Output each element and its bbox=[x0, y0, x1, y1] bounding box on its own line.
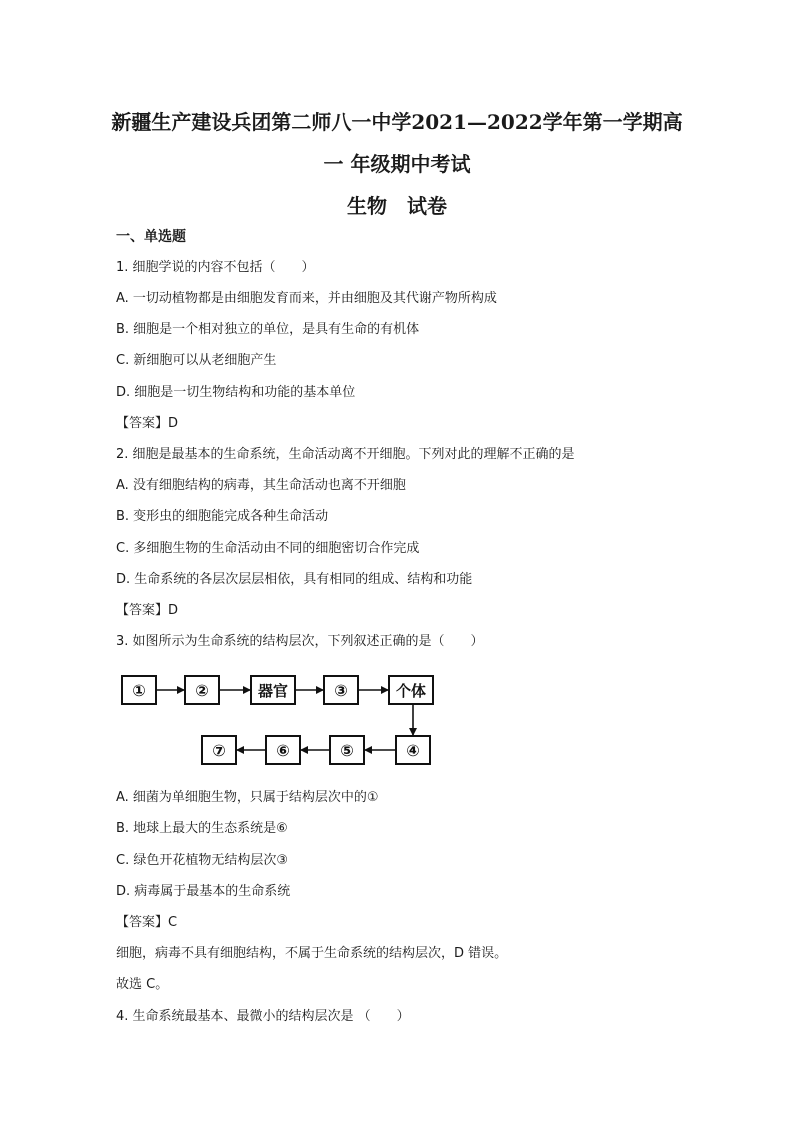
question-1-option-d: D. 细胞是一切生物结构和功能的基本单位 bbox=[116, 385, 356, 400]
diagram-label-2: ② bbox=[195, 681, 209, 700]
question-1-stem: 1. 细胞学说的内容不包括（ ） bbox=[116, 260, 315, 275]
exam-title-line1: 新疆生产建设兵团第二师八一中学2021—2022学年第一学期高 bbox=[111, 110, 683, 134]
diagram-label-4: ④ bbox=[406, 741, 420, 760]
question-3-explanation-line2: 故选 C。 bbox=[116, 977, 169, 992]
question-3-option-a: A. 细菌为单细胞生物，只属于结构层次中的① bbox=[116, 790, 379, 805]
question-3-option-c: C. 绿色开花植物无结构层次③ bbox=[116, 853, 288, 868]
question-2-option-c: C. 多细胞生物的生命活动由不同的细胞密切合作完成 bbox=[116, 541, 420, 556]
question-1-option-c: C. 新细胞可以从老细胞产生 bbox=[116, 353, 277, 368]
question-1-answer bbox=[116, 415, 178, 433]
question-3-explanation-line1: 细胞，病毒不具有细胞结构，不属于生命系统的结构层次，D 错误。 bbox=[116, 946, 508, 961]
question-4-stem: 4. 生命系统最基本、最微小的结构层次是 （ ） bbox=[116, 1009, 410, 1024]
diagram-label-organ: 器官 bbox=[257, 682, 289, 700]
question-2-stem: 2. 细胞是最基本的生命系统，生命活动离不开细胞。下列对此的理解不正确的是 bbox=[116, 447, 575, 462]
question-1-option-b: B. 细胞是一个相对独立的单位，是具有生命的有机体 bbox=[116, 322, 420, 337]
question-3-option-b: B. 地球上最大的生态系统是⑥ bbox=[116, 821, 288, 836]
answer-tag: 【答案】 bbox=[116, 603, 169, 618]
diagram-label-1: ① bbox=[132, 681, 146, 700]
question-2-option-d: D. 生命系统的各层次层层相依，具有相同的组成、结构和功能 bbox=[116, 572, 473, 587]
diagram-label-5: ⑤ bbox=[340, 741, 354, 760]
question-3-answer bbox=[116, 914, 177, 932]
answer-value: D bbox=[168, 603, 179, 618]
answer-tag: 【答案】 bbox=[116, 416, 169, 431]
diagram-label-individual: 个体 bbox=[395, 682, 427, 700]
answer-value: D bbox=[168, 416, 179, 431]
question-3-stem: 3. 如图所示为生命系统的结构层次，下列叙述正确的是（ ） bbox=[116, 634, 484, 649]
question-2-option-a: A. 没有细胞结构的病毒，其生命活动也离不开细胞 bbox=[116, 478, 406, 493]
life-system-hierarchy-diagram bbox=[110, 668, 450, 776]
answer-value: C bbox=[168, 915, 178, 930]
diagram-label-7: ⑦ bbox=[212, 741, 226, 760]
question-2-option-b: B. 变形虫的细胞能完成各种生命活动 bbox=[116, 509, 329, 524]
section-heading: 一、单选题 bbox=[116, 229, 186, 245]
exam-title-line2: 一 年级期中考试 bbox=[323, 152, 471, 176]
exam-subject-title: 生物 试卷 bbox=[347, 194, 447, 218]
question-1-option-a: A. 一切动植物都是由细胞发育而来，并由细胞及其代谢产物所构成 bbox=[116, 291, 497, 306]
answer-tag: 【答案】 bbox=[116, 915, 169, 930]
question-3-option-d: D. 病毒属于最基本的生命系统 bbox=[116, 884, 291, 899]
diagram-label-6: ⑥ bbox=[276, 741, 290, 760]
question-2-answer bbox=[116, 602, 178, 620]
diagram-label-3: ③ bbox=[334, 681, 348, 700]
